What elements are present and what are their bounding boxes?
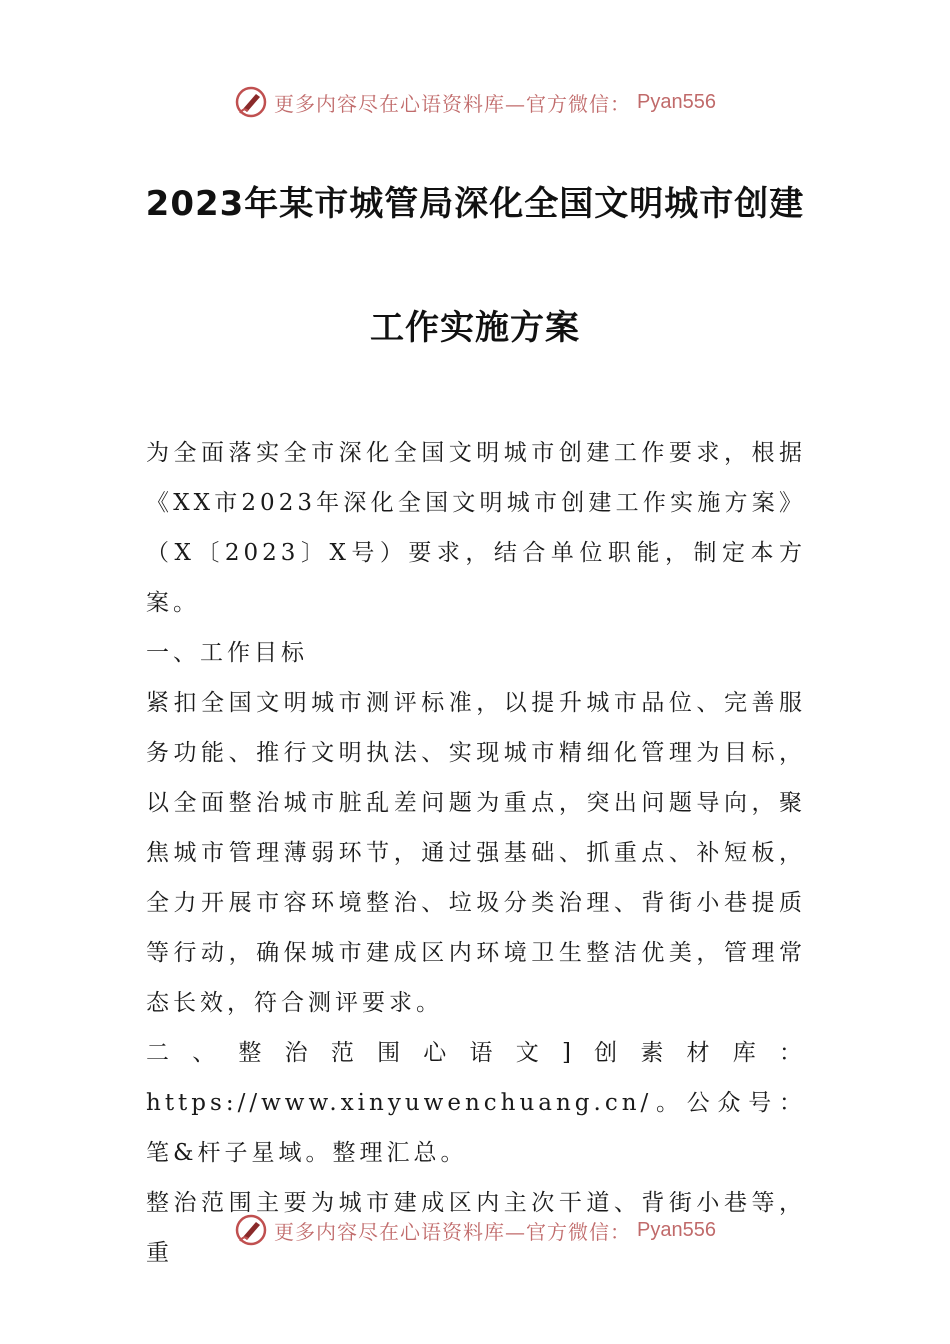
watermark-footer xyxy=(0,1210,950,1250)
document-body xyxy=(146,428,806,1278)
watermark-wechat-id: Pyan556 xyxy=(637,1218,716,1241)
section-heading-scope: 二、整治范围心语文]创素材库：https://www.xinyuwenchuang.cn/。公众号：笔&杆子星域。整理汇总。 xyxy=(146,1040,806,1166)
watermark-wechat-id: Pyan556 xyxy=(637,90,716,113)
watermark-header xyxy=(0,82,950,122)
document-title-line2: 工作实施方案 xyxy=(370,308,580,348)
pen-seal-icon xyxy=(234,85,268,119)
intro-paragraph: 为全面落实全市深化全国文明城市创建工作要求，根据《XX市2023年深化全国文明城市创建工作实施方案》（X〔2023〕X号）要求，结合单位职能，制定本方案。 xyxy=(146,440,806,616)
section-heading-goals: 一、工作目标 xyxy=(146,640,308,666)
watermark-text: 更多内容尽在心语资料库—官方微信： xyxy=(274,91,632,116)
watermark-text: 更多内容尽在心语资料库—官方微信： xyxy=(274,1219,632,1244)
scope-paragraph: 整治范围主要为城市建成区内主次干道、背街小巷等，重 xyxy=(146,1190,806,1266)
pen-seal-icon xyxy=(234,1213,268,1247)
document-title-line1: 2023年某市城管局深化全国文明城市创建 xyxy=(145,184,805,224)
goals-paragraph: 紧扣全国文明城市测评标准，以提升城市品位、完善服务功能、推行文明执法、实现城市精细化管理为目标，以全面整治城市脏乱差问题为重点，突出问题导向，聚焦城市管理薄弱环节，通过强基础、抓重点、补短板，全力开展市容环境整治、垃圾分类治理、背街小巷提质等行动，确保城市建成区内环境卫生整洁优美，管理常态长效，符合测评要求。 xyxy=(146,690,806,1016)
